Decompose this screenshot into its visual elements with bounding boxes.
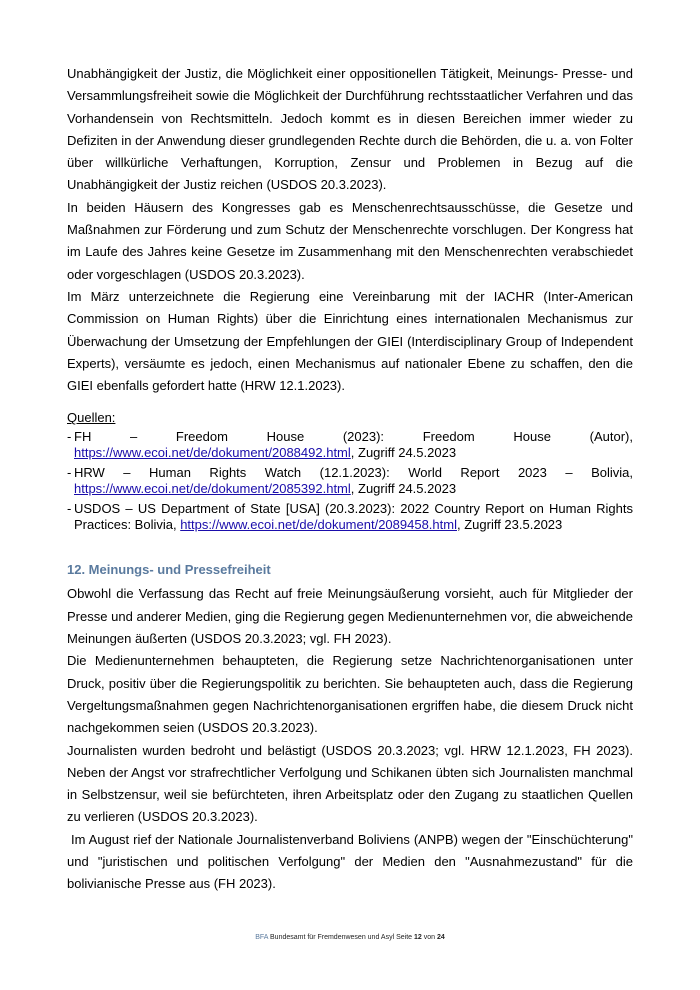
footer-org: Bundesamt für Fremdenwesen und Asyl Seite <box>268 934 414 941</box>
source-access-date: , Zugriff 24.5.2023 <box>350 481 457 497</box>
sources-title: Quellen: <box>67 410 116 426</box>
list-dash: - <box>67 465 72 481</box>
body-paragraph: Im März unterzeichnete die Regierung eine Vereinbarung mit der IACHR (Inter-American Commission on Human Rights) über die Einrichtung eines internationalen Mechanismus zur Überwachung der Umsetzung der Empfehlungen der GIEI (Interdisciplinary Group of Independent Experts), versäumte es jedoch, einen Mechanismus auf nationaler Ebene zu schaffen, den die GIEI ebenfalls gefordert hatte (HRW 12.1.2023). <box>67 288 633 394</box>
source-link[interactable]: https://www.ecoi.net/de/dokument/2088492.html <box>74 445 351 461</box>
bfa-logo-text: BFA <box>255 934 269 941</box>
body-paragraph: Im August rief der Nationale Journalistenverband Boliviens (ANPB) wegen der "Einschüchterung" und "juristischen und politischen Verfolgung" der Medien den "Ausnahmezustand" für die bolivianische Presse aus (FH 2023). <box>67 831 637 892</box>
body-paragraph: Obwohl die Verfassung das Recht auf freie Meinungsäußerung vorsieht, auch für Mitglieder der Presse und anderer Medien, ging die Regierung gegen Medienunternehmen vor, die abweichende Meinungen äußerten (USDOS 20.3.2023; vgl. FH 2023). <box>67 586 633 647</box>
list-dash: - <box>67 501 72 517</box>
source-item <box>67 501 633 533</box>
sources-block <box>67 409 633 533</box>
body-paragraph: Unabhängigkeit der Justiz, die Möglichkeit einer oppositionellen Tätigkeit, Meinungs- Presse- und Versammlungsfreiheit sowie die Möglichkeit der Durchführung rechtsstaatlicher Verfahren und das Vorhandensein von Rechtsmitteln. Jedoch kommt es in diesen Bereichen immer wieder zu Defiziten in der Anwendung dieser grundlegenden Rechte durch die Behörden, die u. a. von Folter über willkürliche Verhaftungen, Korruption, Zensur und Problemen in Bezug auf die Unabhängigkeit der Justiz reichen (USDOS 20.3.2023). <box>67 66 633 193</box>
body-paragraph: Die Medienunternehmen behaupteten, die Regierung setze Nachrichtenorganisationen unter Druck, positiv über die Regierungspolitik zu berichten. Sie behaupteten auch, dass die Regierung Vergeltungsmaßnahmen gegen Nachrichtenorganisationen ergriffen habe, die diesem Druck nicht nachgekommen seien (USDOS 20.3.2023). <box>67 653 633 736</box>
page-footer <box>0 934 700 941</box>
source-text: USDOS – US Department of State [USA] (20.3.2023): 2022 Country Report on Human Rights Practices: Bolivia, <box>74 501 633 533</box>
source-text: FH – Freedom House (2023): Freedom House (Autor), <box>74 429 633 445</box>
source-item <box>67 465 633 497</box>
source-link[interactable]: https://www.ecoi.net/de/dokument/2089458.html <box>180 517 457 533</box>
source-access-date: , Zugriff 24.5.2023 <box>350 445 457 461</box>
source-link[interactable]: https://www.ecoi.net/de/dokument/2085392.html <box>74 481 351 497</box>
page-number: 12 <box>413 934 422 941</box>
footer-of: von <box>421 934 437 941</box>
document-page <box>67 63 637 896</box>
section-heading: 12. Meinungs- und Pressefreiheit <box>67 562 271 578</box>
source-text: HRW – Human Rights Watch (12.1.2023): World Report 2023 – Bolivia, <box>74 465 633 481</box>
source-access-date: , Zugriff 23.5.2023 <box>456 517 563 533</box>
source-item <box>67 429 633 461</box>
body-paragraph: In beiden Häusern des Kongresses gab es Menschenrechtsausschüsse, die Gesetze und Maßnahmen zur Förderung und zum Schutz der Menschenrechte vorschlugen. Der Kongress hat im Laufe des Jahres keine Gesetze im Zusammenhang mit den Menschenrechten verabschiedet oder vorgeschlagen (USDOS 20.3.2023). <box>67 199 633 282</box>
list-dash: - <box>67 429 72 445</box>
body-paragraph: Journalisten wurden bedroht und belästigt (USDOS 20.3.2023; vgl. HRW 12.1.2023, FH 2023). Neben der Angst vor strafrechtlicher Verfolgung und Schikanen übten sich Journalisten manchmal in Selbstzensur, weil sie befürchteten, ihren Arbeitsplatz oder den Zugang zu staatlichen Quellen zu verlieren (USDOS 20.3.2023). <box>67 742 633 825</box>
page-total: 24 <box>436 934 445 941</box>
